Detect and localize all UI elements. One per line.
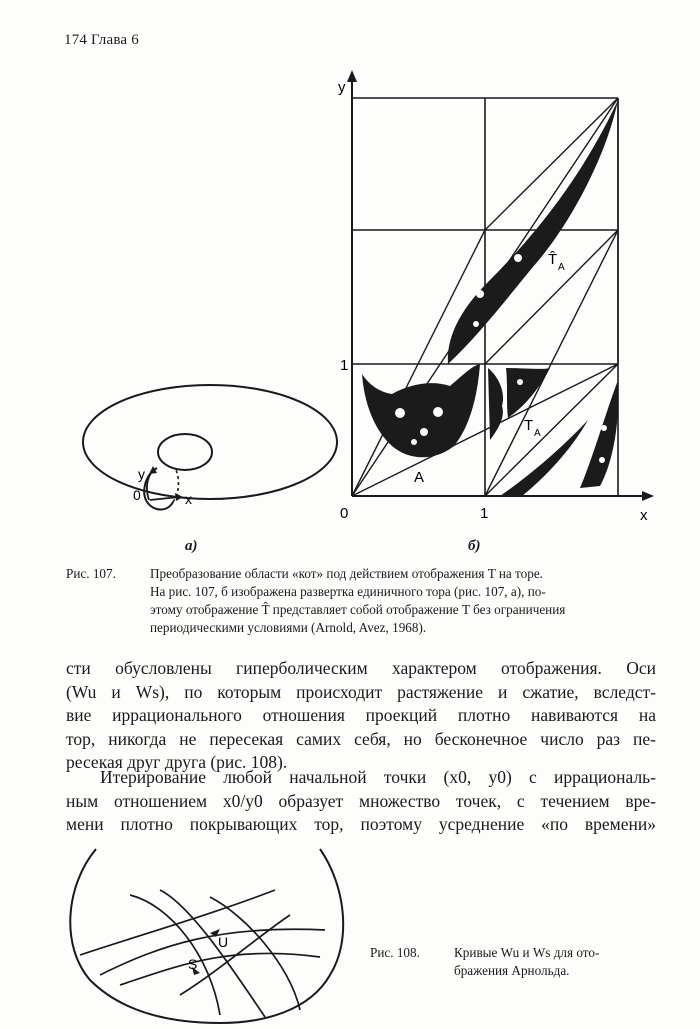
s-label: S — [188, 956, 198, 972]
wu-ws-curves — [80, 890, 325, 1017]
map-hat-label: T̂ — [548, 251, 558, 268]
map-label: T — [524, 417, 534, 434]
cat-label: A — [414, 469, 425, 486]
torus-y-label: y — [138, 466, 145, 482]
u-label: U — [218, 934, 229, 950]
caption-108-line: Кривые Wu и Ws для ото- — [454, 945, 600, 960]
torus-x-arrowhead — [175, 493, 183, 501]
figure-108-caption — [370, 944, 660, 980]
text-line: ресекая друг друга (рис. 108). — [66, 752, 288, 772]
caption-107-label: Рис. 107. — [66, 566, 116, 581]
plot-x-label: x — [640, 507, 648, 524]
text-line: вие иррационального отношения проекций плотно навиваются на — [66, 705, 656, 725]
text-line: мени плотно покрывающих тор, поэтому усреднение «по времени» — [66, 814, 656, 834]
torus-y-arrowhead — [149, 466, 157, 474]
caption-108-label: Рис. 108. — [370, 945, 420, 960]
page-header: 174 Глава 6 — [64, 32, 139, 48]
torus-outer-outline — [83, 385, 337, 499]
plot-y-tick-label: 1 — [340, 357, 349, 374]
map-hat-subscript: A — [558, 262, 565, 273]
caption-107-line: периодическими условиями (Arnold, Avez, 1968). — [150, 620, 427, 635]
torus-x-label: x — [185, 491, 192, 507]
plot-y-label: y — [338, 79, 346, 96]
cat-region — [362, 364, 480, 457]
figure-108-curves — [60, 845, 360, 1025]
torus-figure — [75, 380, 345, 530]
caption-108-line: бражения Арнольда. — [454, 963, 570, 978]
plot-x-tick-label: 1 — [480, 505, 489, 522]
y-axis-arrowhead — [347, 70, 357, 82]
caption-107-line: На рис. 107, б изображена развертка единичного тора (рис. 107, а), по- — [150, 584, 546, 599]
caption-107-line: Преобразование области «кот» под действием отображения T на торе. — [150, 566, 543, 581]
subfigure-a-label: а) — [185, 538, 198, 554]
torus-y-arrow — [147, 470, 153, 500]
plot-origin-label: 0 — [340, 505, 349, 522]
x-axis-arrowhead — [642, 491, 654, 501]
cat-map-figure — [330, 68, 660, 528]
body-paragraph-2 — [66, 766, 656, 837]
torus-meridian — [144, 468, 173, 510]
caption-107-line: этому отображение T̂ представляет собой отображение T без ограничения — [150, 602, 566, 617]
folded-piece-1 — [488, 368, 503, 440]
map-subscript: A — [534, 428, 541, 439]
text-line: тор, никогда не пересекая самих себя, но бесконечное число раз пе- — [66, 728, 656, 749]
body-paragraph-1 — [66, 657, 656, 775]
subfigure-b-label: б) — [468, 538, 481, 554]
text-line: Итерирование любой начальной точки (x0, y0) с иррациональ- — [100, 767, 656, 787]
text-line: ным отношением x0/y0 образует множество точек, с течением вре- — [66, 790, 656, 811]
text-line: сти обусловлены гиперболическим характером отображения. Оси — [66, 658, 656, 678]
folded-piece-3 — [500, 420, 588, 496]
text-line: (Wu и Ws), по которым происходит растяжение и сжатие, вследст- — [66, 681, 656, 702]
torus-hole — [158, 434, 212, 470]
torus-origin-label: 0 — [133, 487, 141, 503]
figure-107-caption — [66, 565, 656, 637]
